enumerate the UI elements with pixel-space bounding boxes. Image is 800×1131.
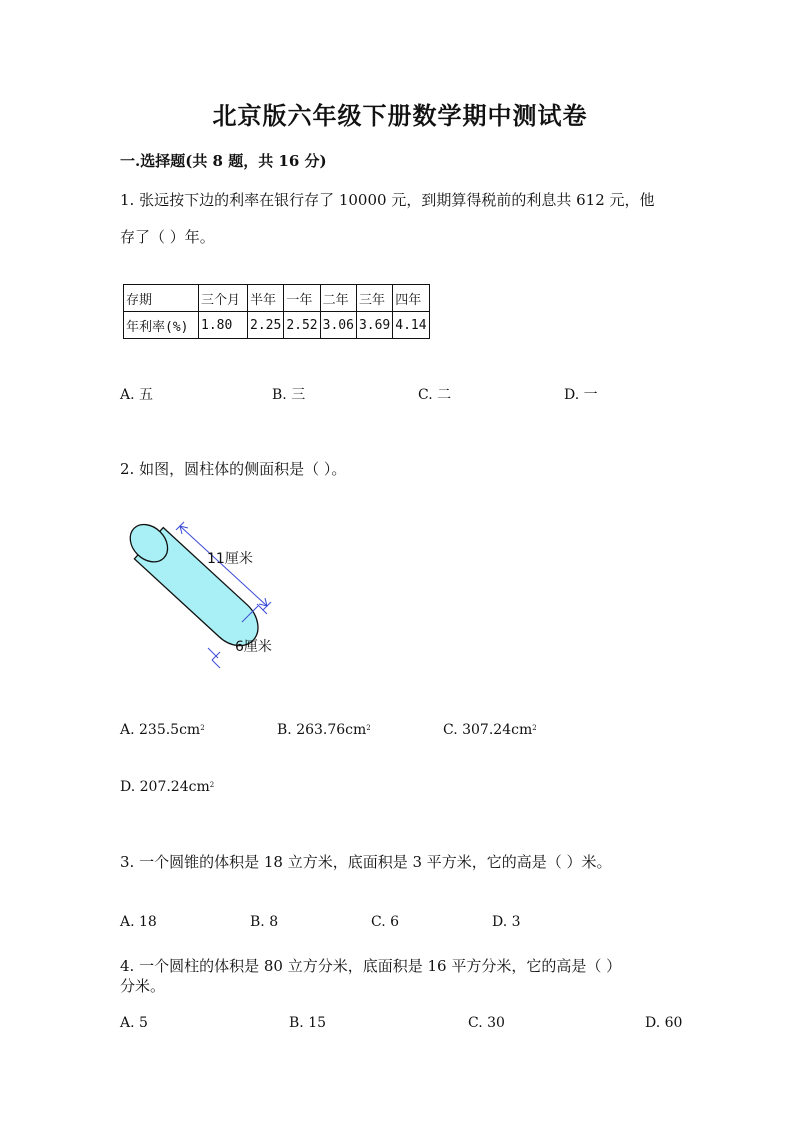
question-4-option-a[interactable]: A. 5 (120, 1015, 148, 1031)
table-cell: 1.80 (199, 312, 248, 339)
question-3-option-a[interactable]: A. 18 (120, 914, 157, 930)
table-cell: 半年 (248, 285, 284, 312)
question-4-option-c[interactable]: C. 30 (468, 1015, 505, 1031)
question-2-text: 2. 如图，圆柱体的侧面积是（ ）。 (120, 460, 347, 478)
table-cell: 3.06 (320, 312, 356, 339)
table-cell: 四年 (393, 285, 429, 312)
question-4-option-b[interactable]: B. 15 (289, 1015, 327, 1031)
option-label: C. 307.24cm (443, 722, 533, 738)
question-2-option-d[interactable] (120, 779, 214, 795)
question-1-option-c[interactable]: C. 二 (418, 387, 452, 403)
page-title: 北京版六年级下册数学期中测试卷 (212, 101, 588, 130)
diameter-label: 6厘米 (235, 639, 272, 655)
question-2-option-c[interactable] (443, 722, 537, 738)
cylinder-figure (120, 510, 300, 680)
table-cell: 2.25 (248, 312, 284, 339)
section-heading: 一.选择题(共 8 题，共 16 分) (120, 152, 327, 170)
unit-superscript: 2 (200, 724, 205, 732)
question-1-text-line2: 存了（ ）年。 (120, 228, 215, 246)
interest-rate-table (123, 284, 430, 339)
table-cell: 4.14 (393, 312, 429, 339)
length-label: 11厘米 (207, 551, 253, 567)
question-4-text-line2: 分米。 (120, 977, 166, 995)
option-label: B. 263.76cm (277, 722, 367, 738)
question-3-text: 3. 一个圆锥的体积是 18 立方米，底面积是 3 平方米，它的高是（ ）米。 (120, 853, 612, 871)
option-label: A. 235.5cm (120, 722, 201, 738)
question-1-text-line1: 1. 张远按下边的利率在银行存了 10000 元，到期算得税前的利息共 612 元，他 (120, 191, 655, 209)
unit-superscript: 2 (209, 781, 215, 789)
question-4-option-d[interactable]: D. 60 (645, 1015, 683, 1031)
table-row (124, 312, 430, 339)
question-1-option-a[interactable]: A. 五 (120, 387, 154, 403)
question-3-option-d[interactable]: D. 3 (492, 914, 521, 930)
table-cell: 年利率(%) (124, 312, 199, 339)
question-3-option-b[interactable]: B. 8 (250, 914, 279, 930)
question-4-text-line1: 4. 一个圆柱的体积是 80 立方分米，底面积是 16 平方分米，它的高是（ ） (120, 957, 622, 975)
cylinder-shape (123, 517, 258, 646)
table-cell: 二年 (320, 285, 356, 312)
unit-superscript: 2 (532, 724, 537, 732)
table-cell: 一年 (284, 285, 320, 312)
question-2-option-b[interactable] (277, 722, 371, 738)
question-2-option-a[interactable] (120, 722, 205, 738)
table-header-row (124, 285, 430, 312)
option-label: D. 207.24cm (120, 779, 210, 795)
table-cell: 三年 (356, 285, 392, 312)
unit-superscript: 2 (366, 724, 371, 732)
table-cell: 存期 (124, 285, 199, 312)
question-3-option-c[interactable]: C. 6 (371, 914, 400, 930)
question-1-option-b[interactable]: B. 三 (272, 387, 306, 403)
table-cell: 2.52 (284, 312, 320, 339)
table-cell: 3.69 (356, 312, 392, 339)
table-cell: 三个月 (199, 285, 248, 312)
question-1-option-d[interactable]: D. 一 (564, 387, 598, 403)
